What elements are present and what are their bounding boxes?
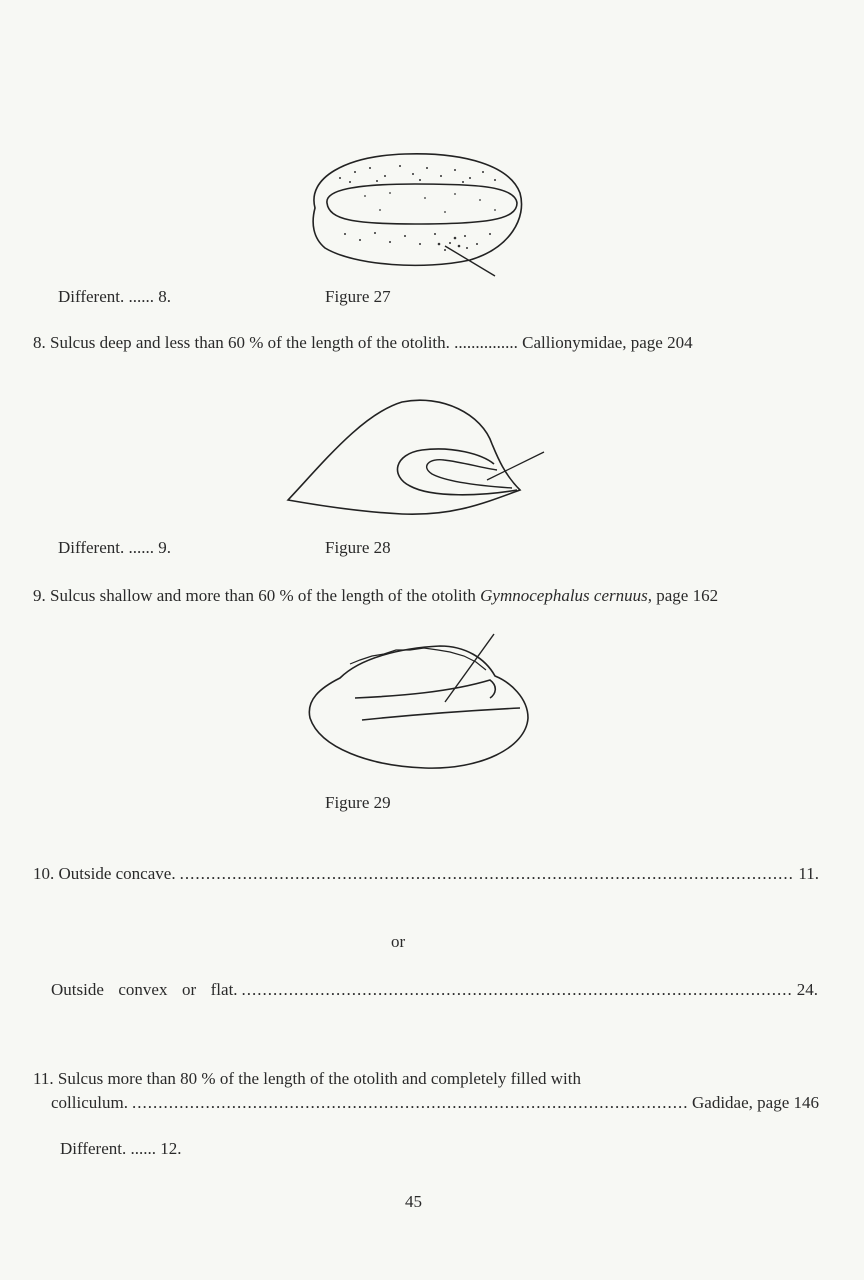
key-item-9 [33,586,718,606]
page-number: 45 [405,1192,422,1211]
figure-28-caption: Figure 28 [325,538,391,557]
key-item-10b [51,980,818,1000]
different-9: Different. ...... 9. [58,538,171,557]
key-item-11-line1: 11. Sulcus more than 80 % of the length of the otolith and completely filled with [33,1069,581,1088]
key-item-9-page: page 162 [656,586,719,605]
key-item-8-text: 8. Sulcus deep and less than 60 % of the length of the otolith. ............... [33,333,518,352]
figure-29-caption: Figure 29 [325,793,391,812]
key-item-10 [33,864,819,884]
key-item-8 [33,333,693,353]
figure-29-drawing [300,628,540,778]
key-item-10b-text: Outside convex or flat. [51,980,238,999]
different-8: Different. ...... 8. [58,287,171,306]
key-item-10-text: 10. Outside concave. [33,864,176,883]
key-item-10b-result: 24. [796,980,818,999]
leader-dots [180,864,795,884]
key-item-11-result: Gadidae, page 146 [692,1093,819,1112]
figure-28-drawing [282,394,552,524]
key-item-8-result: Callionymidae, page 204 [522,333,693,352]
or-label: or [391,932,406,951]
key-item-9-species: Gymnocephalus cernuus, [480,586,652,605]
different-12: Different. ...... 12. [60,1139,182,1158]
key-item-11-line2 [51,1093,819,1113]
leader-dots [242,980,793,1000]
key-item-9-text: 9. Sulcus shallow and more than 60 % of the length of the otolith [33,586,476,605]
figure-27-drawing [295,148,535,283]
key-item-11-colliculum: colliculum. [51,1093,128,1112]
key-item-10-result: 11. [798,864,819,883]
leader-dots [132,1093,688,1113]
figure-27-caption: Figure 27 [325,287,391,306]
